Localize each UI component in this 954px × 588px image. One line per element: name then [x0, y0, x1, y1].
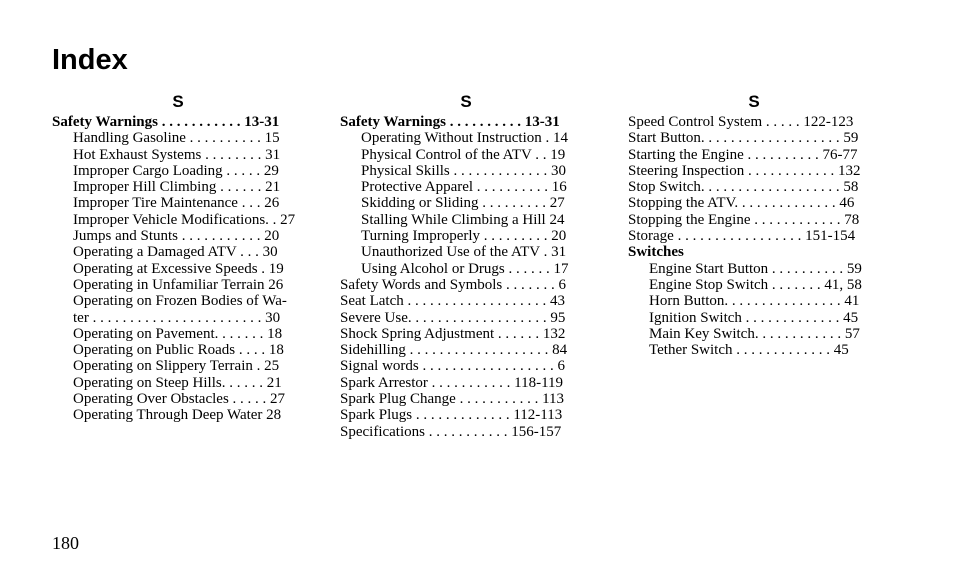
section-letter: S	[460, 92, 472, 111]
index-heading-entry: Safety Warnings . . . . . . . . . . . 13-31	[52, 114, 280, 130]
index-entry: Operating Over Obstacles . . . . . 27	[73, 391, 286, 408]
index-column-2	[340, 92, 592, 440]
index-entry: Operating on Public Roads . . . . 18	[73, 342, 284, 359]
index-entry: Stopping the Engine . . . . . . . . . . . . 78	[628, 211, 860, 228]
index-entry: Jumps and Stunts . . . . . . . . . . . 20	[73, 228, 280, 245]
index-entry-list	[628, 114, 880, 358]
index-entry: Signal words . . . . . . . . . . . . . . . . . . 6	[340, 358, 565, 375]
index-entry: Severe Use. . . . . . . . . . . . . . . . . . . 95	[340, 309, 566, 326]
index-entry: Skidding or Sliding . . . . . . . . . 27	[361, 195, 565, 212]
index-entry: Operating Through Deep Water 28	[73, 407, 282, 424]
index-entry: Operating a Damaged ATV . . . 30	[73, 244, 278, 261]
index-entry: Spark Plugs . . . . . . . . . . . . . 112-113	[340, 407, 563, 424]
index-entry: ter . . . . . . . . . . . . . . . . . . . . . . . 30	[73, 309, 281, 326]
index-entry: Storage . . . . . . . . . . . . . . . . . 151-154	[628, 228, 856, 245]
index-entry: Physical Skills . . . . . . . . . . . . . 30	[361, 162, 567, 179]
index-entry: Safety Words and Symbols . . . . . . . 6	[340, 276, 567, 293]
index-entry: Protective Apparel . . . . . . . . . . 16	[361, 179, 567, 196]
index-entry: Engine Stop Switch . . . . . . . 41, 58	[649, 276, 862, 293]
index-entry-list	[52, 114, 304, 424]
index-entry: Improper Tire Maintenance . . . 26	[73, 195, 280, 212]
index-entry: Improper Hill Climbing . . . . . . 21	[73, 179, 281, 196]
index-entry: Specifications . . . . . . . . . . . 156-157	[340, 423, 562, 440]
index-entry: Hot Exhaust Systems . . . . . . . . 31	[73, 146, 281, 163]
index-entry: Tether Switch . . . . . . . . . . . . . 45	[649, 342, 849, 359]
index-entry: Engine Start Button . . . . . . . . . . 59	[649, 260, 862, 277]
index-entry: Seat Latch . . . . . . . . . . . . . . . . . . . 43	[340, 293, 565, 310]
index-entry: Operating on Frozen Bodies of Wa-	[73, 293, 287, 310]
index-entry: Improper Cargo Loading . . . . . 29	[73, 162, 279, 179]
index-entry: Start Button. . . . . . . . . . . . . . . . . . . 59	[628, 130, 859, 147]
index-entry: Physical Control of the ATV . . 19	[361, 146, 566, 163]
index-entry: Stop Switch. . . . . . . . . . . . . . . . . . . 58	[628, 179, 859, 196]
index-entry: Sidehilling . . . . . . . . . . . . . . . . . . . 84	[340, 342, 568, 359]
index-heading-entry: Safety Warnings . . . . . . . . . . 13-31	[340, 114, 560, 130]
index-entry: Turning Improperly . . . . . . . . . 20	[361, 228, 567, 245]
index-entry: Operating at Excessive Speeds . 19	[73, 260, 284, 277]
index-entry: Ignition Switch . . . . . . . . . . . . . 45	[649, 309, 859, 326]
index-entry: Operating Without Instruction . 14	[361, 130, 569, 147]
index-entry: Handling Gasoline . . . . . . . . . . 15	[73, 130, 280, 147]
index-entry: Operating on Pavement. . . . . . . 18	[73, 325, 283, 342]
index-entry: Spark Arrestor . . . . . . . . . . . 118-119	[340, 374, 564, 391]
section-letter: S	[748, 92, 760, 111]
index-entry: Main Key Switch. . . . . . . . . . . . 57	[649, 325, 860, 342]
index-entry: Horn Button. . . . . . . . . . . . . . . . 41	[649, 293, 860, 310]
index-entry: Shock Spring Adjustment . . . . . . 132	[340, 325, 566, 342]
index-entry: Stalling While Climbing a Hill 24	[361, 211, 565, 228]
index-column-1	[52, 92, 304, 424]
index-entry: Steering Inspection . . . . . . . . . . . . 132	[628, 162, 861, 179]
page-title: Index	[52, 44, 128, 76]
index-entry-list	[340, 114, 592, 440]
index-column-3	[628, 92, 880, 358]
page-number: 180	[52, 533, 79, 553]
index-entry: Spark Plug Change . . . . . . . . . . . 113	[340, 391, 565, 408]
index-entry: Operating on Slippery Terrain . 25	[73, 358, 280, 375]
index-entry: Unauthorized Use of the ATV . 31	[361, 244, 567, 261]
section-letter: S	[172, 92, 184, 111]
index-entry: Starting the Engine . . . . . . . . . . 76-77	[628, 146, 858, 163]
index-entry: Stopping the ATV. . . . . . . . . . . . . . 46	[628, 195, 855, 212]
index-entry: Improper Vehicle Modifications. . 27	[73, 211, 296, 228]
index-entry: Operating on Steep Hills. . . . . . 21	[73, 374, 282, 391]
index-entry: Operating in Unfamiliar Terrain 26	[73, 276, 284, 293]
index-entry: Using Alcohol or Drugs . . . . . . 17	[361, 260, 569, 277]
index-entry: Speed Control System . . . . . 122-123	[628, 114, 854, 130]
index-heading-entry: Switches	[628, 244, 684, 261]
